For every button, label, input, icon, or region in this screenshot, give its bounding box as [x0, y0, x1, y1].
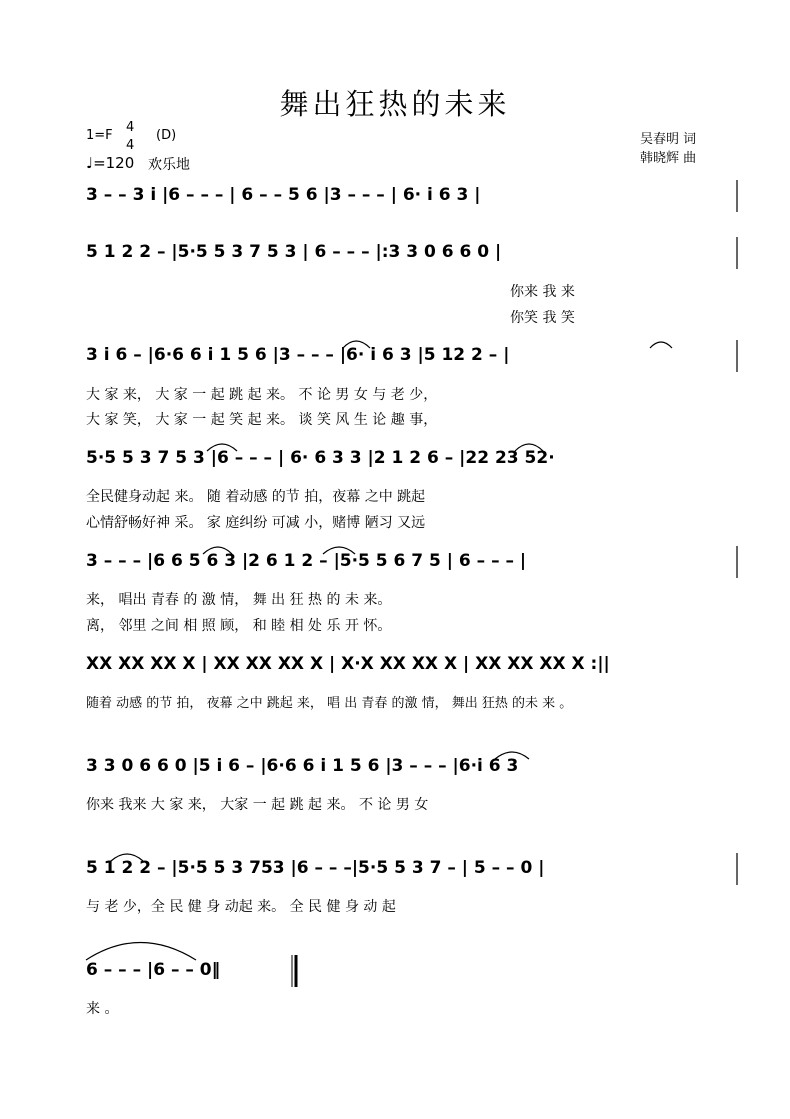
tempo-mark: ♩=120: [86, 154, 135, 172]
staff-9-lyric-1: 来 。: [86, 1001, 119, 1017]
staff-6-notes: XX XX XX X | XX XX XX X | X·X XX XX X | XX XX XX X :||: [86, 654, 610, 674]
slur: [111, 854, 143, 861]
key-signature: 1=F: [86, 128, 113, 143]
staff-9-notes: 6 – – – |6 – – 0‖: [86, 960, 221, 980]
staff-4-lyric-2: 心情舒畅好神 采。 家 庭纠纷 可减 小，赌博 陋习 又远: [86, 515, 426, 531]
staff-3-notes: 3 i 6 – |6·6 6 i 1 5 6 |3 – – – |6· i 6 3 |5 12 2 – |: [86, 345, 510, 365]
meter-numerator: 4: [126, 120, 135, 135]
meter-denominator: 4: [126, 138, 135, 153]
staff-3-lyric-2: 大 家 笑， 大 家 一 起 笑 起 来。 谈 笑 风 生 论 趣 事，: [86, 412, 438, 428]
mode-label: (D): [156, 128, 177, 143]
staff-1-notes: 3 – – 3 i |6 – – – | 6 – – 5 6 |3 – – – | 6· i 6 3 |: [86, 185, 481, 205]
slur: [207, 444, 237, 451]
staff-6-lyric-1: 随着 动感 的节 拍， 夜幕 之中 跳起 来， 唱 出 青春 的激 情， 舞出 狂热 的未 来 。: [86, 696, 573, 711]
staff-5-lyric-2: 离， 邻里 之间 相 照 顾， 和 睦 相 处 乐 开 怀。: [86, 618, 392, 634]
slur: [650, 342, 672, 348]
staff-7-lyric-1: 你来 我来 大 家 来， 大家 一 起 跳 起 来。 不 论 男 女: [86, 797, 429, 813]
staff-8-notes: 5 1 2 2 – |5·5 5 3 753 |6 – – –|5·5 5 3 7 – | 5 – – 0 |: [86, 858, 545, 878]
lyricist-credit: 吴春明 词: [640, 132, 697, 147]
staff-2-lyric-2: 你笑 我 笑: [510, 310, 575, 326]
staff-5-notes: 3 – – – |6 6 5 6 3 |2 6 1 2 – |5·5 5 6 7 5 | 6 – – – |: [86, 551, 527, 571]
staff-2-lyric-1: 你来 我 来: [510, 284, 575, 300]
staff-7-notes: 3 3 0 6 6 0 |5 i 6 – |6·6 6 i 1 5 6 |3 – – – |6·i 6 3: [86, 756, 519, 776]
slur: [203, 547, 232, 554]
tie: [86, 943, 196, 961]
staff-2-notes: 5 1 2 2 – |5·5 5 3 7 5 3 | 6 – – – |:3 3 0 6 6 0 |: [86, 242, 502, 262]
slur: [323, 547, 355, 554]
composer-credit: 韩晓辉 曲: [640, 151, 697, 166]
expression-mark: 欢乐地: [148, 157, 190, 173]
slur: [343, 341, 370, 348]
slur: [515, 444, 543, 451]
slur: [495, 752, 529, 759]
staff-3-lyric-1: 大 家 来， 大 家 一 起 跳 起 来。 不 论 男 女 与 老 少，: [86, 387, 438, 403]
staff-5-lyric-1: 来， 唱出 青春 的 激 情， 舞 出 狂 热 的 未 来。: [86, 592, 392, 608]
page-title: 舞出狂热的未来: [279, 87, 511, 121]
staff-4-lyric-1: 全民健身动起 来。 随 着动感 的节 拍，夜幕 之中 跳起: [86, 489, 426, 505]
staff-8-lyric-1: 与 老 少，全 民 健 身 动起 来。 全 民 健 身 动 起: [86, 899, 396, 915]
staff-4-notes: 5·5 5 3 7 5 3 |6 – – – | 6· 6 3 3 |2 1 2 6 – |22 23 52·: [86, 448, 555, 468]
